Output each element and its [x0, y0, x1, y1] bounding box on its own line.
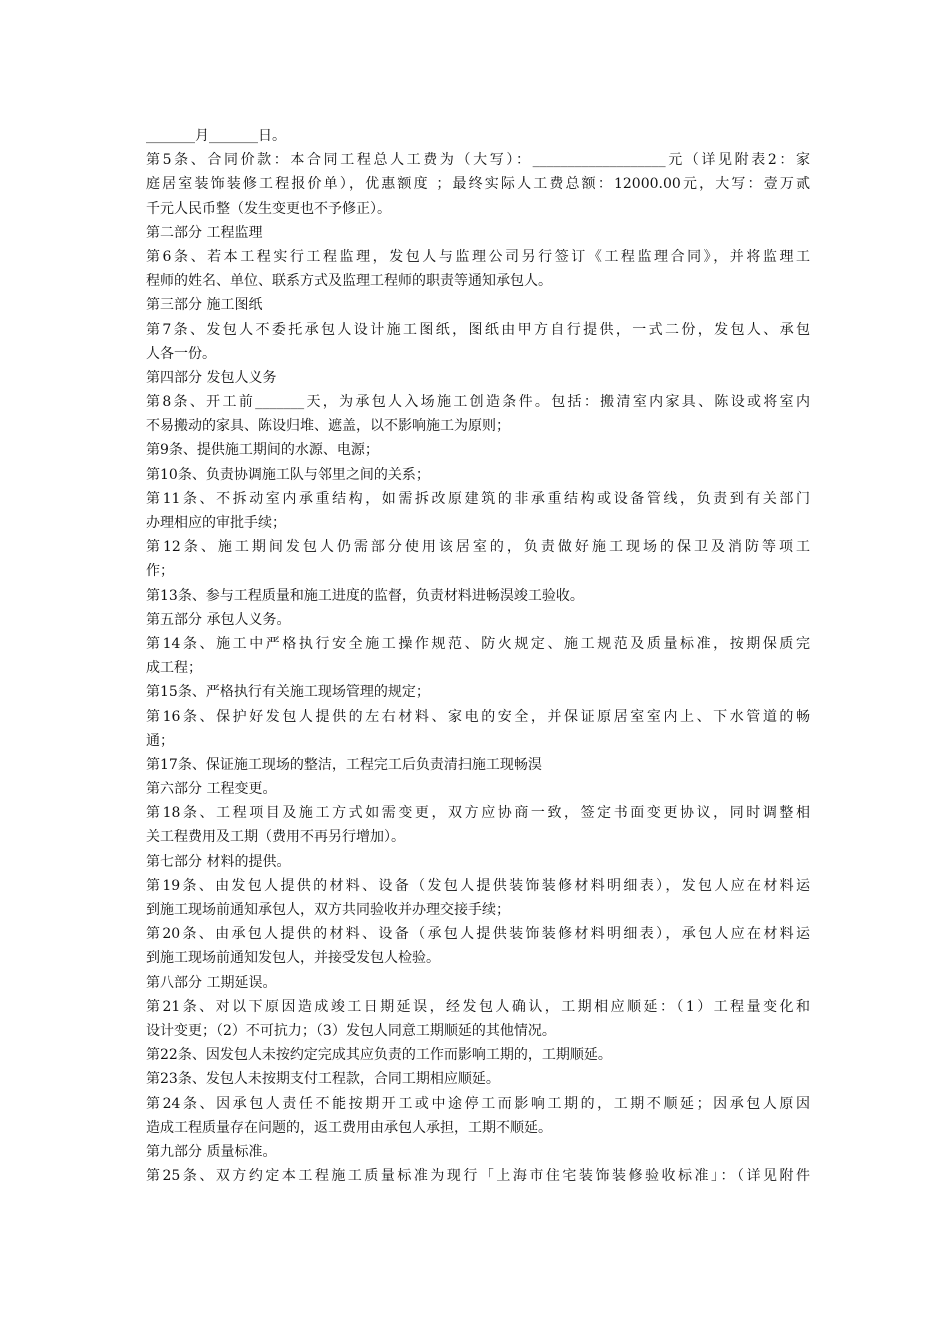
text-line: 第五部分 承包人义务。: [146, 611, 291, 628]
text-line: 第15条、严格执行有关施工现场管理的规定；: [146, 684, 430, 701]
text-line: 第三部分 施工图纸: [146, 297, 263, 314]
text-line: 第17条、保证施工现场的整洁，工程完工后负责清扫施工现畅淏: [146, 756, 542, 773]
text-line: 作；: [146, 563, 174, 580]
text-line: 程师的姓名、单位、联系方式及监理工程师的职责等通知承包人。: [146, 273, 552, 290]
text-line: 第11条、不拆动室内承重结构，如需拆改原建筑的非承重结构或设备管线，负责到有关部门: [146, 490, 810, 507]
text-line: 第二部分 工程监理: [146, 224, 263, 241]
text-line: 庭居室装饰装修工程报价单），优惠额度 ；最终实际人工费总额：12000.00元，大写：壹万贰: [146, 176, 810, 193]
text-line: 第21条、对以下原因造成竣工日期延误，经发包人确认，工期相应顺延：（1）工程量变化和: [146, 998, 810, 1015]
text-line: 第16条、保护好发包人提供的左右材料、家电的安全，并保证原居室室内上、下水管道的畅: [146, 708, 810, 725]
text-line: 成工程；: [146, 660, 202, 677]
text-line: 第八部分 工期延误。: [146, 974, 277, 991]
text-line: 第9条、提供施工期间的水源、电源；: [146, 442, 379, 459]
text-line: 造成工程质量存在问题的，返工费用由承包人承担，工期不顺延。: [146, 1119, 552, 1136]
text-line: 关工程费用及工期（费用不再另行增加）。: [146, 829, 405, 846]
text-line: 到施工现场前通知发包人，并接受发包人检验。: [146, 950, 440, 967]
text-line: 第8条、开工前_______天，为承包人入场施工创造条件。包括：搬清室内家具、陈设或将室内: [146, 394, 810, 411]
text-line: 第12条、施工期间发包人仍需部分使用该居室的，负责做好施工现场的保卫及消防等项工: [146, 539, 810, 556]
text-line: 第25条、双方约定本工程施工质量标准为现行「上海市住宅装饰装修验收标准」：（详见附件: [146, 1168, 810, 1185]
text-line: 到施工现场前通知承包人，双方共同验收并办理交接手续；: [146, 902, 510, 918]
text-line: 不易搬动的家具、陈设归堆、遮盖，以不影响施工为原则；: [146, 418, 510, 435]
text-line: 第七部分 材料的提供。: [146, 853, 291, 870]
text-line: 通；: [146, 732, 174, 749]
text-line: 第10条、负责协调施工队与邻里之间的关系；: [146, 466, 430, 483]
text-line: 第13条、参与工程质量和施工进度的监督，负责材料进畅淏竣工验收。: [146, 587, 584, 604]
text-line: 第5条、合同价款：本合同工程总人工费为（大写）：___________________元（详见附表2：家: [146, 152, 810, 169]
text-line: 第7条、发包人不委托承包人设计施工图纸，图纸由甲方自行提供，一式二份，发包人、承包: [146, 321, 810, 338]
text-line: 第14条、施工中严格执行安全施工操作规范、防火规定、施工规范及质量标准，按期保质完: [146, 635, 810, 652]
text-line: 第23条、发包人未按期支付工程款，合同工期相应顺延。: [146, 1071, 500, 1088]
text-line: 第18条、工程项目及施工方式如需变更，双方应协商一致，签定书面变更协议，同时调整相: [146, 805, 810, 822]
text-line: 第19条、由发包人提供的材料、设备（发包人提供装饰装修材料明细表），发包人应在材料运: [146, 877, 810, 894]
text-line: 第六部分 工程变更。: [146, 781, 277, 798]
text-line: 第四部分 发包人义务: [146, 369, 277, 386]
text-line: 办理相应的审批手续；: [146, 515, 286, 531]
text-line: 人各一份。: [146, 345, 216, 362]
text-line: 千元人民币整（发生变更也不予修正）。: [146, 200, 391, 217]
text-line: 第22条、因发包人未按约定完成其应负责的工作而影响工期的，工期顺延。: [146, 1047, 612, 1064]
text-line: 设计变更；（2）不可抗力；（3）发包人同意工期顺延的其他情况。: [146, 1022, 556, 1039]
text-line: 第6条、若本工程实行工程监理，发包人与监理公司另行签订《工程监理合同》，并将监理工: [146, 248, 810, 265]
document-body: [146, 124, 810, 1188]
text-line: 第20条、由承包人提供的材料、设备（承包人提供装饰装修材料明细表），承包人应在材料运: [146, 926, 810, 943]
text-line: 第九部分 质量标准。: [146, 1143, 277, 1160]
text-line: _______月_______日。: [146, 128, 286, 144]
text-line: 第24条、因承包人责任不能按期开工或中途停工而影响工期的，工期不顺延；因承包人原因: [146, 1095, 810, 1112]
